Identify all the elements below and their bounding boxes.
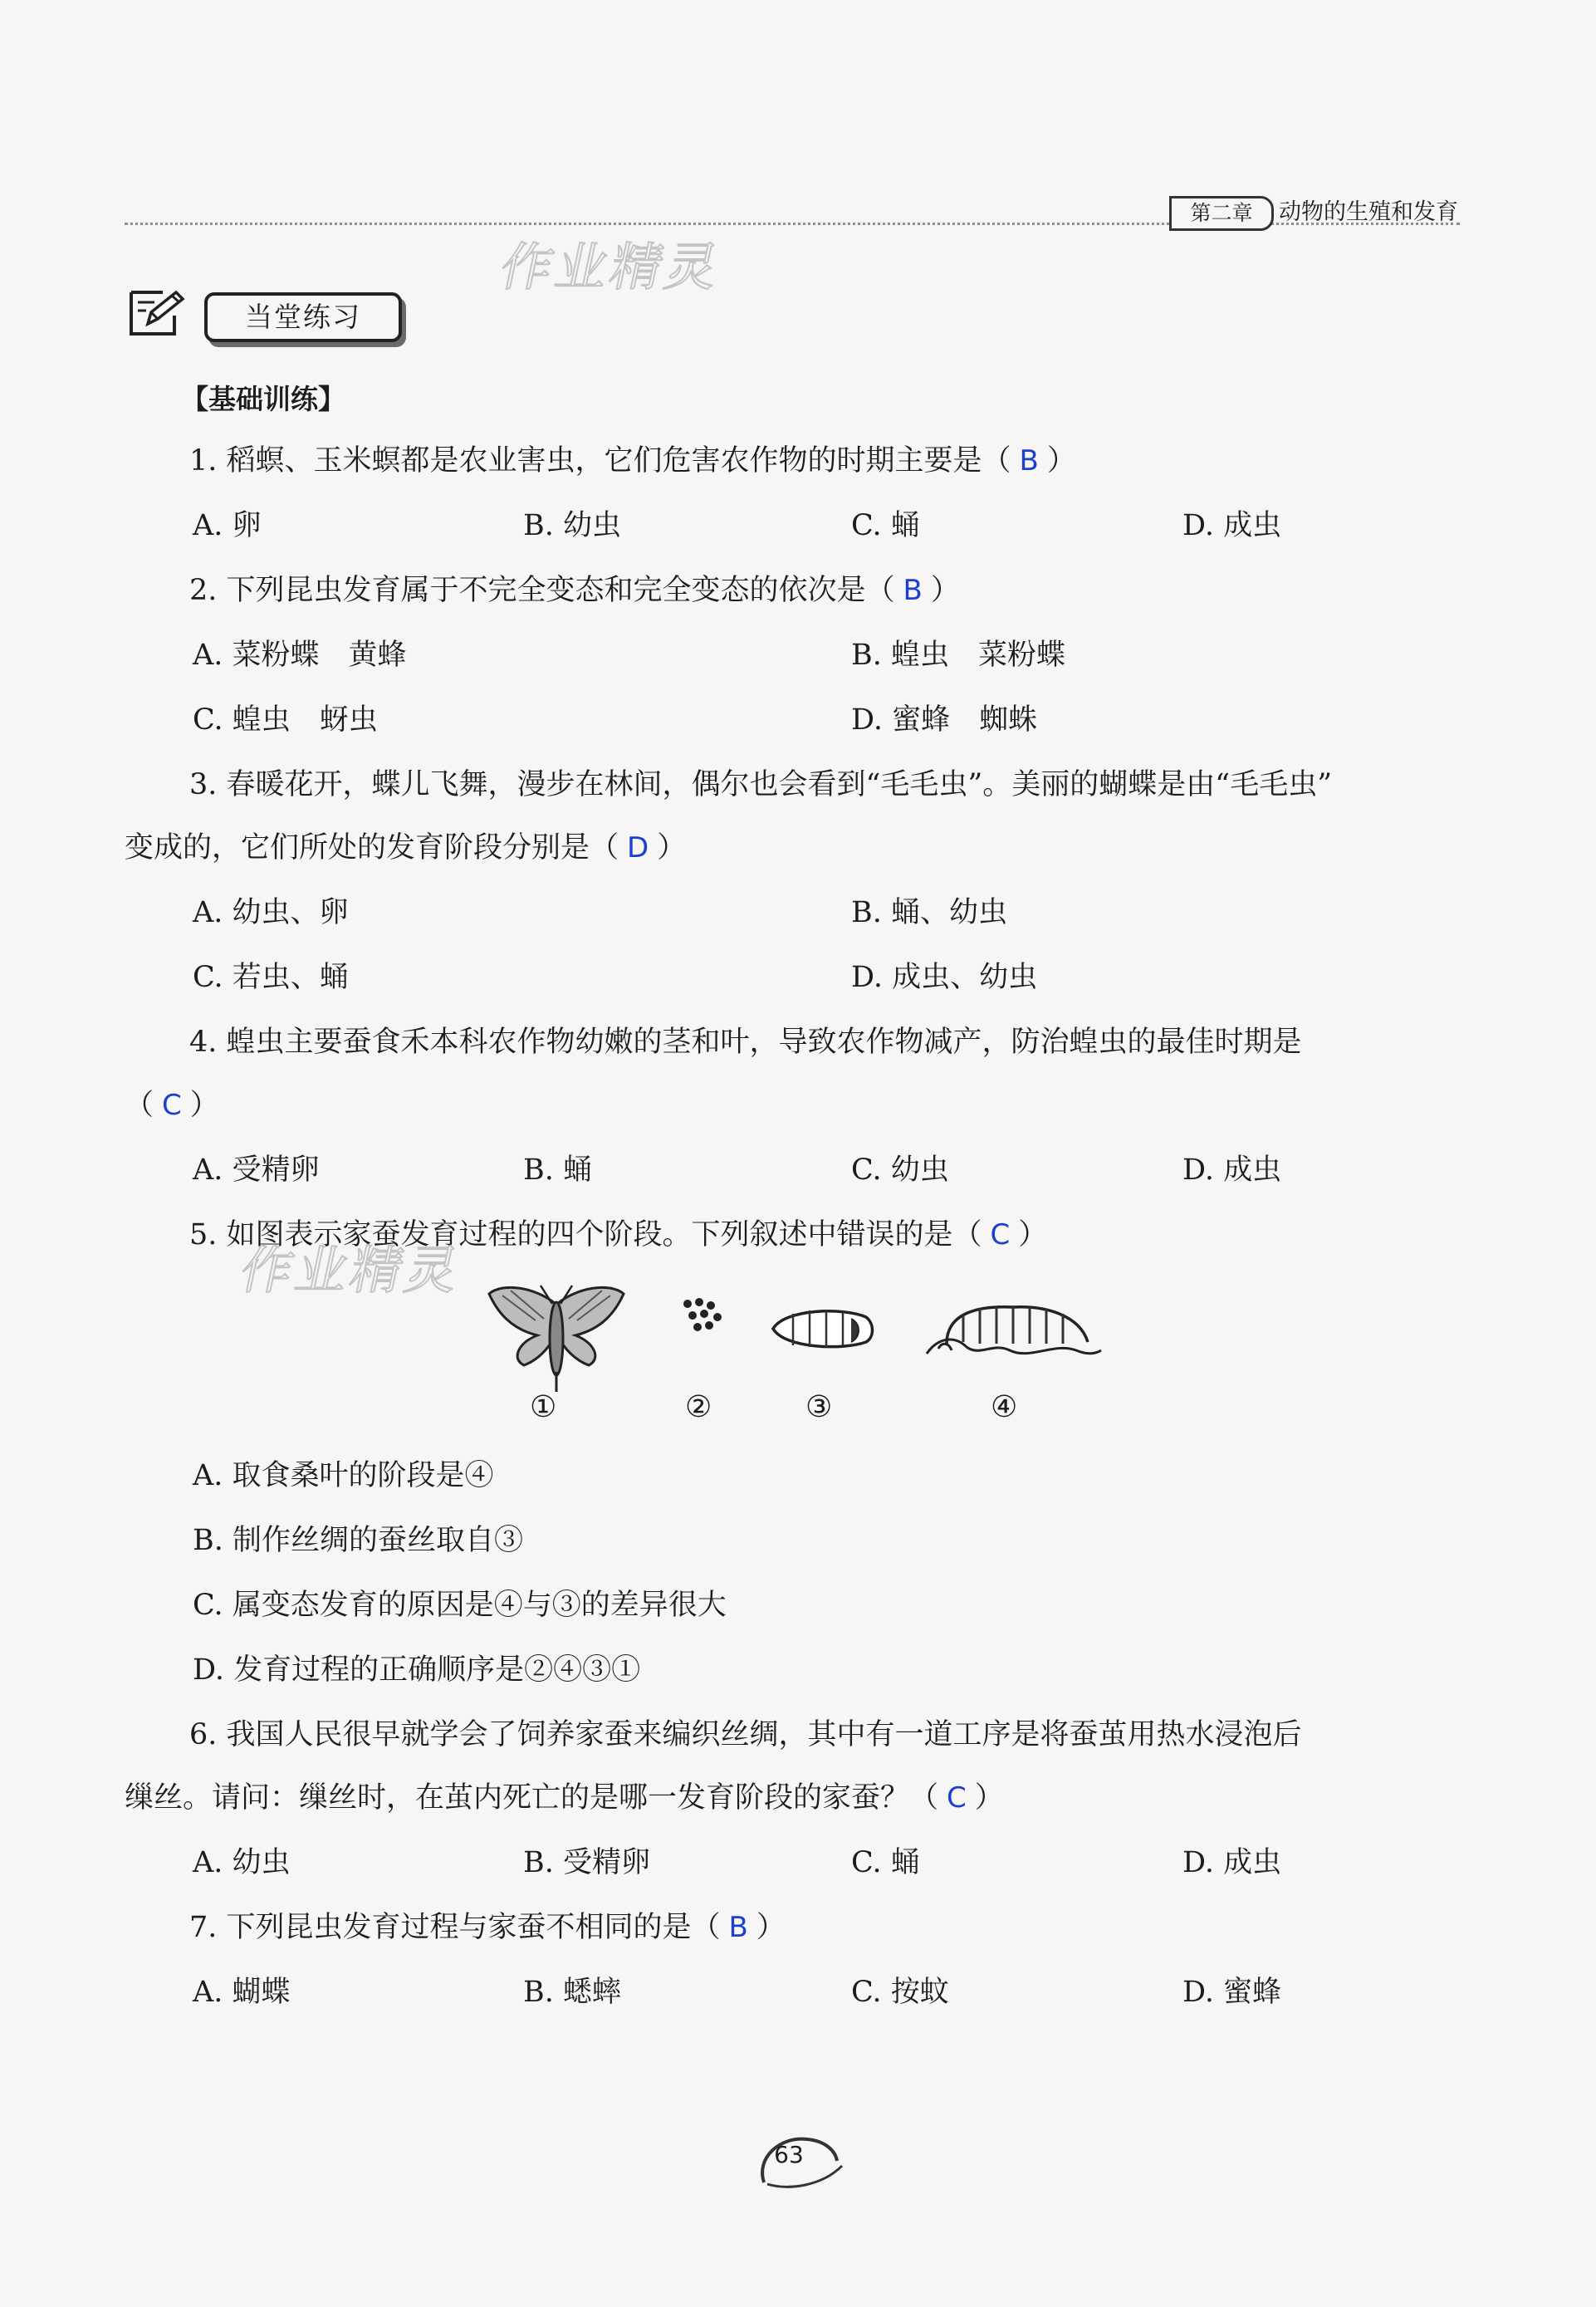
figure-label-1: ① xyxy=(530,1390,557,1424)
eggs-icon xyxy=(681,1296,731,1337)
option: D. 成虫 xyxy=(1182,1846,1282,1879)
option: C. 蛹 xyxy=(851,1846,920,1879)
option: C. 属变态发育的原因是④与③的差异很大 xyxy=(193,1589,727,1622)
option: A. 菜粉蝶 黄蜂 xyxy=(193,639,407,672)
option: B. 蛹、幼虫 xyxy=(851,896,1007,929)
option: C. 按蚊 xyxy=(851,1976,949,2009)
figure-label-3: ③ xyxy=(805,1390,833,1424)
pupa-icon xyxy=(768,1304,876,1354)
question-1-stem: 1. 稻螟、玉米螟都是农业害虫，它们危害农作物的时期主要是（ B ） xyxy=(189,444,1076,478)
pencil-icon xyxy=(126,287,186,339)
moth-icon xyxy=(486,1279,627,1395)
option: A. 蝴蝶 xyxy=(193,1976,291,2009)
question-3-stem-line1: 3. 春暖花开，蝶儿飞舞，漫步在林间，偶尔也会看到“毛毛虫”。美丽的蝴蝶是由“毛毛虫” xyxy=(189,768,1333,801)
option: A. 卵 xyxy=(193,509,262,542)
option: C. 幼虫 xyxy=(851,1154,949,1187)
figure-label-4: ④ xyxy=(991,1390,1018,1424)
answer-5: C xyxy=(990,1218,1011,1251)
option: B. 幼虫 xyxy=(523,509,621,542)
question-7-stem: 7. 下列昆虫发育过程与家蚕不相同的是（ B ） xyxy=(189,1911,786,1944)
option: C. 若虫、蛹 xyxy=(193,961,349,994)
option: A. 幼虫 xyxy=(193,1846,291,1879)
answer-3: D xyxy=(627,831,649,865)
option: B. 受精卵 xyxy=(523,1846,650,1879)
chapter-label: 第二章 xyxy=(1169,196,1274,231)
option: B. 制作丝绸的蚕丝取自③ xyxy=(193,1524,523,1557)
answer-1: B xyxy=(1019,444,1039,478)
question-2-stem: 2. 下列昆虫发育属于不完全变态和完全变态的依次是（ B ） xyxy=(189,574,960,607)
option: D. 蜜蜂 蜘蛛 xyxy=(851,703,1038,737)
chapter-title: 动物的生殖和发育 xyxy=(1279,199,1458,225)
answer-4: C xyxy=(162,1089,182,1122)
question-4-stem-line1: 4. 蝗虫主要蚕食禾本科农作物幼嫩的茎和叶，导致农作物减产，防治蝗虫的最佳时期是 xyxy=(189,1026,1302,1059)
answer-7: B xyxy=(728,1911,748,1944)
option: C. 蝗虫 蚜虫 xyxy=(193,703,378,737)
option: A. 幼虫、卵 xyxy=(193,896,349,929)
question-3-stem-line2: 变成的，它们所处的发育阶段分别是（ D ） xyxy=(125,831,687,865)
section-title: 当堂练习 xyxy=(204,292,402,342)
option: D. 蜜蜂 xyxy=(1182,1976,1282,2009)
option: B. 蝗虫 菜粉蝶 xyxy=(851,639,1065,672)
option: D. 发育过程的正确顺序是②④③① xyxy=(193,1653,641,1687)
question-6-stem-line2: 缫丝。请问：缫丝时，在茧内死亡的是哪一发育阶段的家蚕？（ C ） xyxy=(125,1781,1004,1815)
answer-2: B xyxy=(903,574,923,607)
question-4-stem-line2: （ C ） xyxy=(125,1089,219,1122)
answer-6: C xyxy=(947,1781,967,1815)
option: C. 蛹 xyxy=(851,509,920,542)
option: B. 蛹 xyxy=(523,1154,592,1187)
watermark: 作业精灵 xyxy=(495,237,727,297)
subheading: 【基础训练】 xyxy=(181,383,345,415)
option: B. 蟋蟀 xyxy=(523,1976,621,2009)
option: D. 成虫、幼虫 xyxy=(851,961,1038,994)
option: A. 取食桑叶的阶段是④ xyxy=(193,1459,494,1492)
option: D. 成虫 xyxy=(1182,509,1282,542)
question-6-stem-line1: 6. 我国人民很早就学会了饲养家蚕来编织丝绸，其中有一道工序是将蚕茧用热水浸泡后 xyxy=(189,1718,1302,1751)
larva-icon xyxy=(922,1296,1104,1370)
figure-label-2: ② xyxy=(685,1390,712,1424)
watermark: 作业精灵 xyxy=(235,1240,468,1300)
question-5-stem: 5. 如图表示家蚕发育过程的四个阶段。下列叙述中错误的是（ C ） xyxy=(189,1218,1048,1251)
option: D. 成虫 xyxy=(1182,1154,1282,1187)
page-number: 63 xyxy=(774,2141,804,2168)
option: A. 受精卵 xyxy=(193,1154,320,1187)
